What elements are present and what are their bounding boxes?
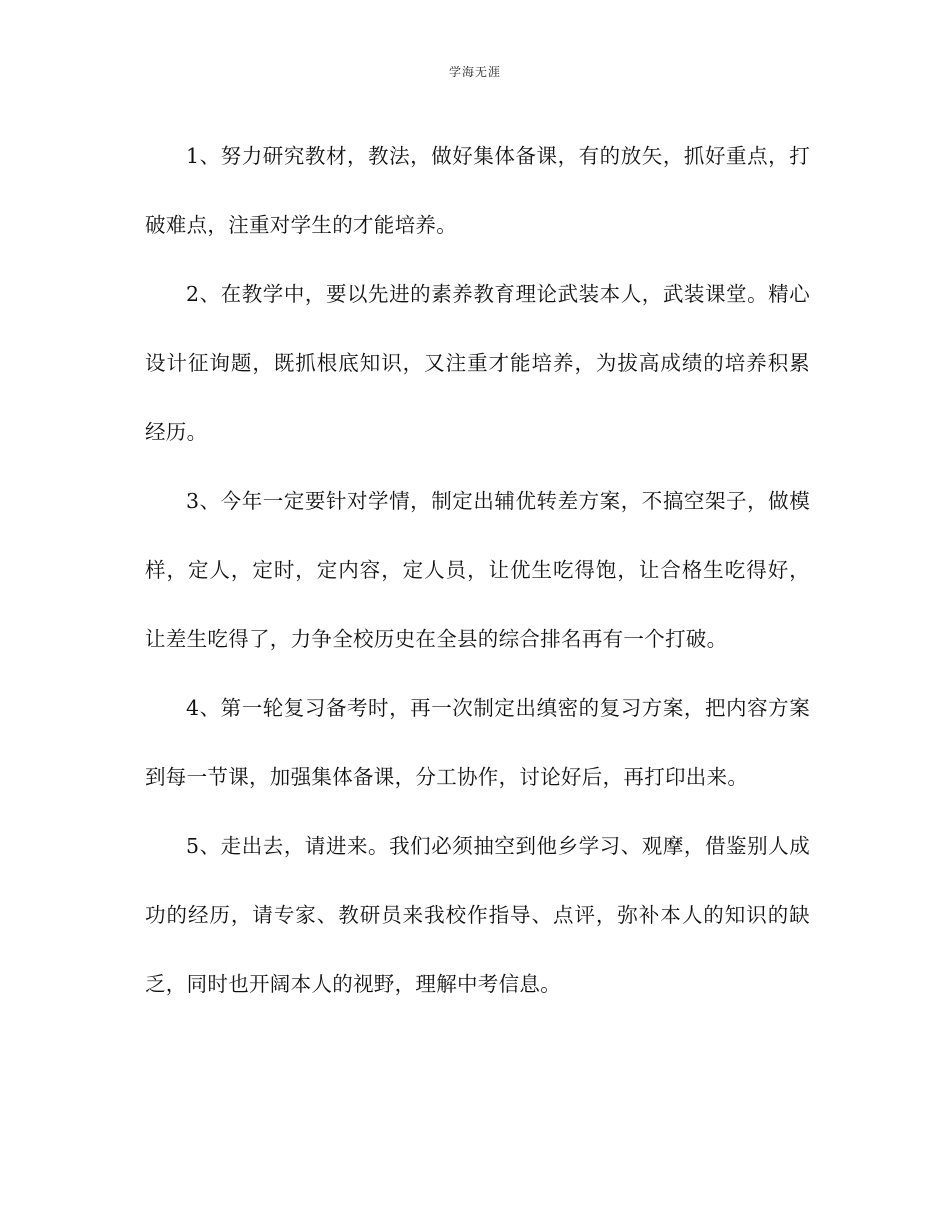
paragraph-1: 1、努力研究教材，教法，做好集体备课，有的放矢，抓好重点，打破难点，注重对学生的才能培养。 — [145, 144, 810, 237]
paragraph-4: 4、第一轮复习备考时，再一次制定出缜密的复习方案，把内容方案到每一节课，加强集体备课，分工协作，讨论好后，再打印出来。 — [145, 696, 810, 789]
document-body — [145, 122, 810, 1019]
paragraph-3: 3、今年一定要针对学情，制定出辅优转差方案，不搞空架子，做模样，定人，定时，定内容，定人员，让优生吃得饱，让合格生吃得好，让差生吃得了，力争全校历史在全县的综合排名再有一个打破。 — [145, 489, 810, 651]
paragraph-2: 2、在教学中，要以先进的素养教育理论武装本人，武装课堂。精心设计征询题，既抓根底知识，又注重才能培养，为拔高成绩的培养积累经历。 — [145, 282, 810, 444]
page-header: 学海无涯 — [448, 65, 501, 79]
paragraph-5: 5、走出去，请进来。我们必须抽空到他乡学习、观摩，借鉴别人成功的经历，请专家、教研员来我校作指导、点评，弥补本人的知识的缺乏，同时也开阔本人的视野，理解中考信息。 — [145, 834, 810, 996]
